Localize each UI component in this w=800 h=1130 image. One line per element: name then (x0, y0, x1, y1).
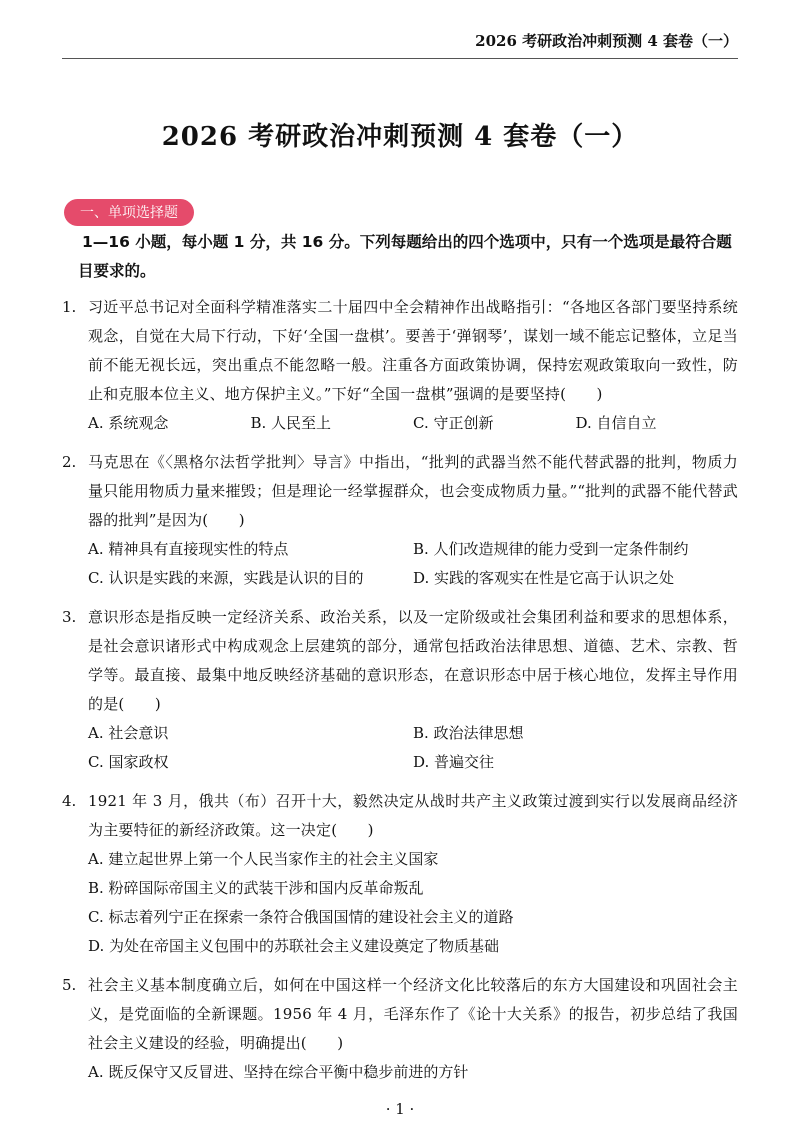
question-number: 1. (62, 298, 77, 316)
option-b: B. 人们改造规律的能力受到一定条件制约 (413, 540, 689, 558)
option-a: A. 系统观念 (88, 414, 169, 432)
question-stem: 社会主义基本制度确立后，如何在中国这样一个经济文化比较落后的东方大国建设和巩固社会主义，是党面临的全新课题。1956 年 4 月，毛泽东作了《论十大关系》的报告，初步总结了我国社会主义建设的经验，明确提出( ) (88, 976, 738, 1052)
section-badge: 一、单项选择题 (64, 199, 194, 226)
option-list (88, 1058, 738, 1087)
question-stem: 习近平总书记对全面科学精准落实二十届四中全会精神作出战略指引：“各地区各部门要坚持系统观念，自觉在大局下行动，下好‘全国一盘棋’。要善于‘弹钢琴’，谋划一域不能忘记整体，立足当前不能无视长远，突出重点不能忽略一般。注重各方面政策协调，保持宏观政策取向一致性，防止和克服本位主义、地方保护主义。”下好“全国一盘棋”强调的是要坚持( ) (88, 298, 738, 403)
option-d: D. 为处在帝国主义包围中的苏联社会主义建设奠定了物质基础 (88, 937, 500, 955)
running-header: 2026 考研政治冲刺预测 4 套卷（一） (475, 32, 738, 50)
option-c: C. 守正创新 (413, 414, 494, 432)
question-4 (62, 787, 738, 961)
question-2 (62, 448, 738, 593)
option-d: D. 普遍交往 (413, 753, 495, 771)
option-d: D. 自信自立 (575, 414, 657, 432)
question-number: 3. (62, 608, 77, 626)
option-c: C. 认识是实践的来源，实践是认识的目的 (88, 569, 364, 587)
question-3 (62, 603, 738, 777)
question-1 (62, 293, 738, 438)
option-b: B. 政治法律思想 (413, 724, 524, 742)
question-stem: 1921 年 3 月，俄共（布）召开十大，毅然决定从战时共产主义政策过渡到实行以发展商品经济为主要特征的新经济政策。这一决定( ) (88, 792, 738, 839)
question-number: 5. (62, 976, 77, 994)
option-list (88, 719, 738, 777)
option-d: D. 实践的客观实在性是它高于认识之处 (413, 569, 675, 587)
question-5 (62, 971, 738, 1087)
option-list (88, 535, 738, 593)
option-b: B. 粉碎国际帝国主义的武装干涉和国内反革命叛乱 (88, 879, 424, 897)
option-list (88, 409, 738, 438)
option-a: A. 社会意识 (88, 724, 169, 742)
question-number: 2. (62, 453, 77, 471)
header-divider (62, 58, 738, 59)
option-a: A. 建立起世界上第一个人民当家作主的社会主义国家 (88, 850, 439, 868)
option-c: C. 国家政权 (88, 753, 169, 771)
question-number: 4. (62, 792, 77, 810)
page-title: 2026 考研政治冲刺预测 4 套卷（一） (161, 122, 639, 152)
option-b: B. 人民至上 (250, 414, 332, 432)
option-a: A. 精神具有直接现实性的特点 (88, 540, 289, 558)
question-stem: 马克思在《〈黑格尔法哲学批判〉导言》中指出，“批判的武器当然不能代替武器的批判，物质力量只能用物质力量来摧毁；但是理论一经掌握群众，也会变成物质力量。”“批判的武器不能代替武器的批判”是因为( ) (88, 453, 738, 529)
page-number: · 1 · (385, 1100, 415, 1118)
option-a: A. 既反保守又反冒进、坚持在综合平衡中稳步前进的方针 (88, 1063, 469, 1081)
section-instructions: 1—16 小题，每小题 1 分，共 16 分。下列每题给出的四个选项中，只有一个选项是最符合题目要求的。 (78, 233, 732, 280)
question-list (62, 293, 738, 1097)
question-stem: 意识形态是指反映一定经济关系、政治关系，以及一定阶级或社会集团利益和要求的思想体系，是社会意识诸形式中构成观念上层建筑的部分，通常包括政治法律思想、道德、艺术、宗教、哲学等。最直接、最集中地反映经济基础的意识形态，在意识形态中居于核心地位，发挥主导作用的是( ) (88, 608, 738, 713)
option-list (88, 845, 738, 961)
option-c: C. 标志着列宁正在探索一条符合俄国国情的建设社会主义的道路 (88, 908, 514, 926)
